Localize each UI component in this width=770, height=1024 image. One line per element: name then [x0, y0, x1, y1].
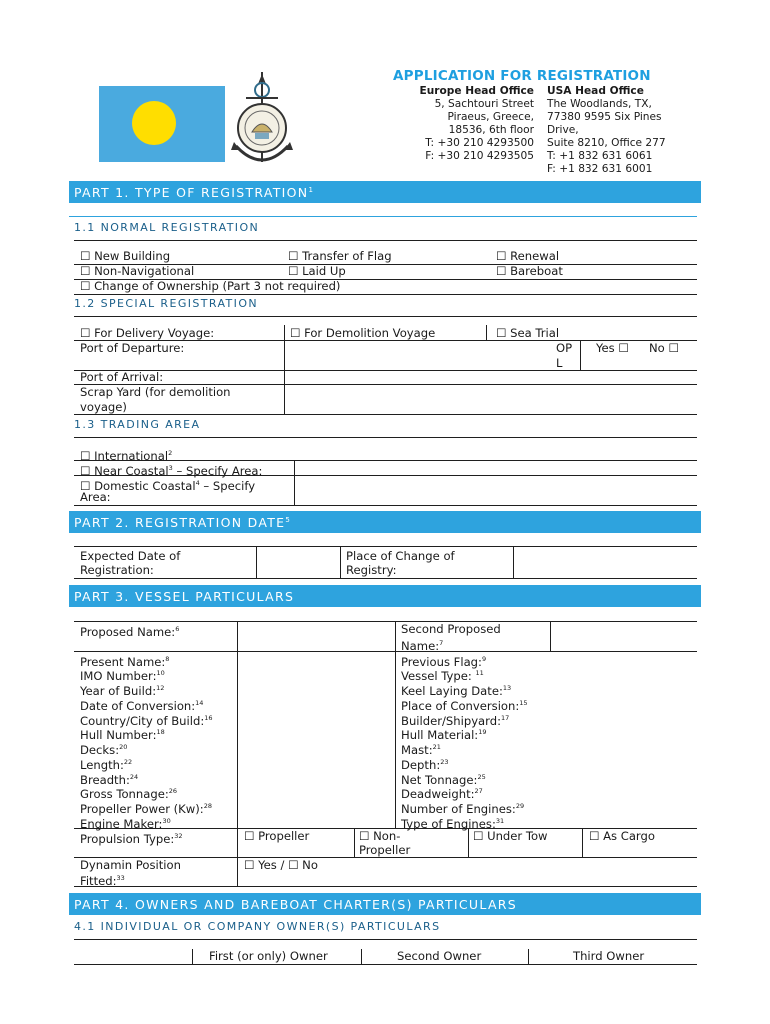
- opl-no-checkbox[interactable]: No ☐: [649, 341, 679, 355]
- opl-label: OP: [556, 341, 573, 355]
- checkbox-dynamic-position-yes-no[interactable]: ☐ Yes / ☐ No: [244, 858, 318, 872]
- dynamic-position-label: Dynamin Position: [80, 858, 181, 872]
- table-column-rule: [582, 828, 583, 857]
- checkbox-as-cargo[interactable]: ☐ As Cargo: [589, 829, 655, 843]
- table-column-rule: [256, 546, 257, 578]
- vessel-field-text: Engine Maker:: [80, 816, 163, 831]
- vessel-field-text: Propeller Power (Kw):: [80, 801, 204, 816]
- footnote-marker: 16: [204, 713, 213, 722]
- footnote-marker: 31: [495, 816, 505, 825]
- usa-office-phone: T: +1 832 631 6061: [547, 150, 653, 162]
- vessel-field-text: Present Name:: [80, 654, 166, 669]
- near-coastal-label: ☐ Near Coastal: [80, 463, 169, 478]
- scrap-yard-label: voyage): [80, 400, 127, 414]
- vessel-field-text: Decks:: [80, 742, 120, 757]
- vessel-field-text: Breadth:: [80, 772, 130, 787]
- checkbox-sea-trial[interactable]: ☐ Sea Trial: [496, 326, 560, 340]
- table-column-rule: [513, 546, 514, 578]
- part3-heading: [69, 585, 701, 607]
- near-coastal-specify: – Specify Area:: [172, 463, 263, 478]
- checkbox-new-building[interactable]: ☐ New Building: [80, 249, 171, 263]
- page-header: [0, 0, 770, 178]
- vessel-field-text: Depth:: [401, 757, 441, 772]
- table-rule: [74, 437, 697, 438]
- table-column-rule: [294, 460, 295, 505]
- vessel-field-text: Vessel Type:: [401, 669, 476, 684]
- table-rule: [74, 294, 697, 295]
- table-column-rule: [237, 621, 238, 886]
- footnote-marker: 10: [156, 669, 165, 678]
- vessel-field-text: Mast:: [401, 742, 433, 757]
- normal-registration-heading: 1.1 NORMAL REGISTRATION: [74, 221, 260, 234]
- europe-office-address: [396, 85, 534, 163]
- checkbox-laid-up[interactable]: ☐ Laid Up: [288, 264, 346, 278]
- proposed-name-text: Proposed Name:: [80, 624, 176, 639]
- first-owner-column-header: First (or only) Owner: [209, 949, 328, 963]
- footnote-marker: 24: [129, 772, 139, 781]
- footnote-marker: 1: [308, 185, 315, 194]
- checkbox-change-of-ownership[interactable]: ☐ Change of Ownership (Part 3 not required): [80, 279, 341, 293]
- owners-particulars-heading: 4.1 INDIVIDUAL OR COMPANY OWNER(S) PARTICULARS: [74, 920, 441, 933]
- checkbox-non-navigational[interactable]: ☐ Non-Navigational: [80, 264, 195, 278]
- expected-date-label: Expected Date of: [80, 549, 181, 563]
- checkbox-renewal[interactable]: ☐ Renewal: [496, 249, 560, 263]
- table-column-rule: [580, 340, 581, 370]
- table-rule: [74, 546, 697, 547]
- registry-emblem-icon: [228, 70, 296, 170]
- table-column-rule: [361, 949, 362, 964]
- table-rule: [74, 316, 697, 317]
- footnote-marker: 28: [203, 802, 212, 810]
- checkbox-non-propeller[interactable]: ☐ Non-: [359, 829, 401, 843]
- footnote-marker: 15: [519, 698, 528, 707]
- footnote-marker: 32: [174, 832, 183, 840]
- palau-flag-image: [99, 86, 225, 162]
- expected-date-label: Registration:: [80, 563, 154, 577]
- table-column-rule: [486, 325, 487, 340]
- second-proposed-name-text: Name:: [401, 638, 440, 653]
- footnote-marker: 11: [475, 669, 484, 678]
- vessel-field-text: Builder/Shipyard:: [401, 713, 501, 728]
- europe-office-line: 5, Sachtouri Street: [434, 98, 534, 110]
- table-column-rule: [354, 828, 355, 857]
- footnote-marker: 6: [175, 625, 180, 633]
- footnote-marker: 19: [478, 728, 487, 737]
- opl-label: L: [556, 356, 563, 370]
- second-owner-column-header: Second Owner: [397, 949, 482, 963]
- footnote-marker: 20: [119, 743, 128, 751]
- vessel-field-text: Place of Conversion:: [401, 698, 520, 713]
- table-column-rule: [340, 546, 341, 578]
- footnote-marker: 8: [165, 654, 170, 663]
- europe-office-line: 18536, 6th floor: [448, 124, 534, 136]
- vessel-field-text: Length:: [80, 757, 124, 772]
- part1-title: PART 1. TYPE OF REGISTRATION: [74, 185, 309, 200]
- vessel-field-text: Type of Engines:: [401, 816, 496, 831]
- table-rule: [74, 370, 697, 371]
- europe-office-line: Piraeus, Greece,: [447, 111, 534, 123]
- footnote-marker: 17: [501, 713, 510, 722]
- third-owner-column-header: Third Owner: [573, 949, 645, 963]
- part3-title: PART 3. VESSEL PARTICULARS: [74, 589, 295, 604]
- footnote-marker: 21: [432, 743, 441, 751]
- vessel-field-text: Number of Engines:: [401, 801, 516, 816]
- vessel-field-text: Hull Number:: [80, 728, 157, 743]
- vessel-field-text: Year of Build:: [80, 683, 157, 698]
- footnote-marker: 3: [168, 464, 173, 472]
- table-column-rule: [395, 621, 396, 828]
- checkbox-demolition-voyage[interactable]: ☐ For Demolition Voyage: [290, 326, 436, 340]
- footnote-marker: 29: [515, 802, 525, 810]
- vessel-field-text: IMO Number:: [80, 669, 157, 684]
- checkbox-bareboat[interactable]: ☐ Bareboat: [496, 264, 563, 278]
- part4-heading: [69, 893, 701, 915]
- footnote-marker: 7: [439, 639, 444, 647]
- vessel-field-text: Date of Conversion:: [80, 698, 196, 713]
- usa-office-line: 77380 9595 Six Pines: [547, 111, 662, 123]
- domestic-coastal-area-label: Area:: [80, 490, 111, 504]
- application-title: APPLICATION FOR REGISTRATION: [393, 68, 651, 84]
- table-rule: [74, 240, 697, 241]
- footnote-marker: 30: [162, 816, 171, 825]
- vessel-field-text: Net Tonnage:: [401, 772, 478, 787]
- footnote-marker: 33: [116, 874, 125, 882]
- proposed-name-label: [80, 622, 179, 639]
- checkbox-delivery-voyage[interactable]: ☐ For Delivery Voyage:: [80, 326, 215, 340]
- non-propeller-label: Propeller: [359, 843, 411, 857]
- europe-office-heading: Europe Head Office: [419, 85, 534, 97]
- part2-heading: [69, 511, 701, 533]
- europe-office-phone: T: +30 210 4293500: [425, 137, 534, 149]
- usa-office-address: [547, 85, 697, 176]
- international-label: ☐ International: [80, 448, 169, 463]
- footnote-marker: 18: [156, 728, 165, 737]
- table-rule: [74, 939, 697, 940]
- part4-title: PART 4. OWNERS AND BAREBOAT CHARTER(S) PARTICULARS: [74, 897, 518, 912]
- table-column-rule: [550, 621, 551, 651]
- section-divider: [69, 216, 697, 217]
- table-rule: [74, 578, 697, 579]
- vessel-field-text: Hull Material:: [401, 728, 479, 743]
- checkbox-propeller[interactable]: ☐ Propeller: [244, 829, 310, 843]
- table-rule: [74, 886, 697, 887]
- propulsion-type-text: Propulsion Type:: [80, 831, 175, 846]
- footnote-marker: 5: [285, 515, 292, 524]
- usa-office-line: The Woodlands, TX,: [547, 98, 652, 110]
- footnote-marker: 4: [195, 479, 200, 487]
- opl-yes-checkbox[interactable]: Yes ☐: [596, 341, 629, 355]
- vessel-field-text: Keel Laying Date:: [401, 683, 503, 698]
- flag-sun-shape: [132, 101, 176, 145]
- vessel-field-text: Gross Tonnage:: [80, 787, 169, 802]
- footnote-marker: 2: [168, 449, 173, 457]
- europe-office-fax: F: +30 210 4293505: [425, 150, 534, 162]
- vessel-field-text: Country/City of Build:: [80, 713, 205, 728]
- footnote-marker: 13: [502, 684, 512, 692]
- port-of-arrival-label: Port of Arrival:: [80, 370, 164, 384]
- propulsion-type-label: [80, 829, 183, 846]
- part2-title: PART 2. REGISTRATION DATE: [74, 515, 286, 530]
- vessel-field-text: Deadweight:: [401, 787, 475, 802]
- trading-area-heading: 1.3 TRADING AREA: [74, 418, 201, 431]
- table-rule: [74, 505, 697, 506]
- footnote-marker: 23: [440, 757, 449, 766]
- footnote-marker: 27: [474, 787, 483, 796]
- footnote-marker: 9: [481, 654, 487, 663]
- footnote-marker: 14: [195, 698, 204, 707]
- dynamic-position-text: Fitted:: [80, 873, 117, 888]
- vessel-field-text: Previous Flag:: [401, 654, 482, 669]
- usa-office-line: Drive,: [547, 124, 579, 136]
- scrap-yard-label: Scrap Yard (for demolition: [80, 385, 231, 399]
- second-proposed-name-label: Second Proposed: [401, 622, 501, 636]
- table-rule: [74, 414, 697, 415]
- domestic-coastal-label: ☐ Domestic Coastal: [80, 478, 196, 493]
- table-column-rule: [192, 949, 193, 964]
- footnote-marker: 12: [156, 684, 165, 692]
- place-of-change-label: Place of Change of: [346, 549, 455, 563]
- part1-heading: [69, 181, 701, 203]
- table-rule: [74, 964, 697, 965]
- domestic-coastal-specify: – Specify: [199, 478, 256, 493]
- usa-office-line: Suite 8210, Office 277: [547, 137, 666, 149]
- special-registration-heading: 1.2 SPECIAL REGISTRATION: [74, 297, 259, 310]
- table-column-rule: [528, 949, 529, 964]
- footnote-marker: 26: [168, 787, 178, 796]
- checkbox-under-tow[interactable]: ☐ Under Tow: [473, 829, 548, 843]
- footnote-marker: 22: [123, 757, 133, 766]
- usa-office-fax: F: +1 832 631 6001: [547, 163, 653, 175]
- table-column-rule: [468, 828, 469, 857]
- usa-office-heading: USA Head Office: [547, 85, 644, 97]
- port-of-departure-label: Port of Departure:: [80, 341, 185, 355]
- place-of-change-label: Registry:: [346, 563, 397, 577]
- checkbox-transfer-of-flag[interactable]: ☐ Transfer of Flag: [288, 249, 392, 263]
- footnote-marker: 25: [477, 772, 486, 781]
